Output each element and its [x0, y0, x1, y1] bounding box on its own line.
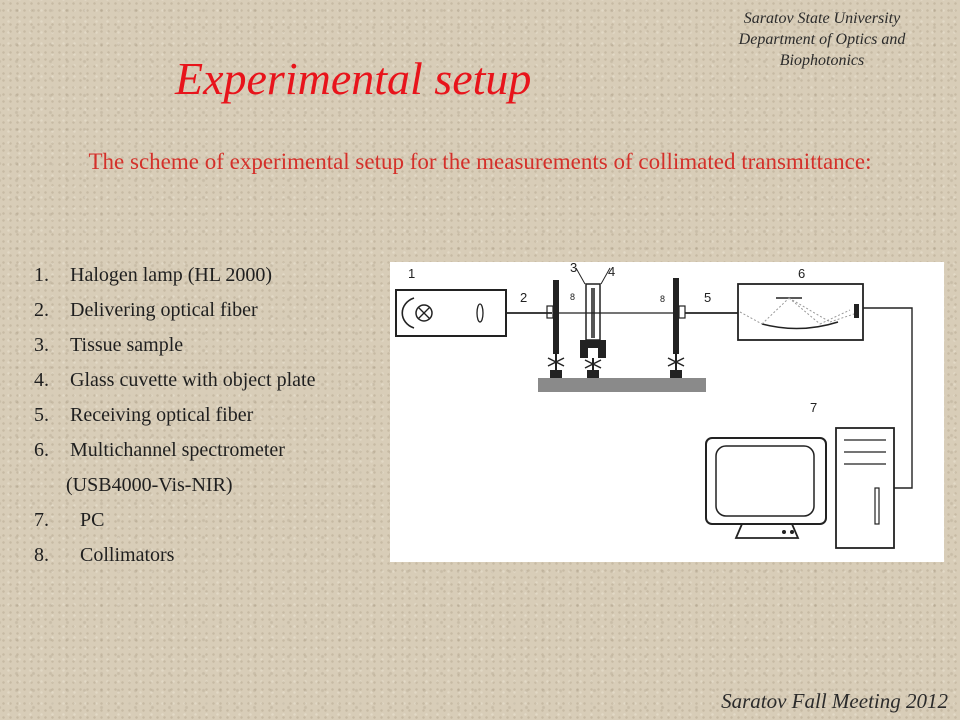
legend-number: 4.	[34, 369, 49, 391]
legend-text: (USB4000-Vis-NIR)	[66, 474, 233, 496]
affiliation-university: Saratov State University	[743, 10, 901, 27]
legend-text: Glass cuvette with object plate	[70, 369, 316, 391]
legend-number: 8.	[34, 544, 49, 566]
legend-number: 5.	[34, 404, 49, 426]
pc-tower	[836, 428, 894, 548]
halogen-lamp	[396, 290, 506, 336]
legend-text: Delivering optical fiber	[70, 299, 258, 321]
legend-item	[30, 332, 375, 358]
affiliation-division: Biophotonics	[779, 52, 865, 69]
legend-text: Receiving optical fiber	[70, 404, 254, 426]
legend-item-continuation	[30, 472, 375, 498]
label-2: 2	[520, 290, 528, 305]
legend-item	[30, 367, 375, 393]
label-8b: 8	[660, 294, 666, 304]
legend-item	[30, 297, 375, 323]
label-7: 7	[810, 400, 818, 415]
legend-item	[30, 437, 375, 463]
slide-subtitle: The scheme of experimental setup for the measurements of collimated transmittance:	[88, 149, 872, 174]
setup-diagram	[390, 262, 944, 562]
legend-number: 6.	[34, 439, 49, 461]
pc-monitor	[706, 438, 826, 538]
legend-number: 1.	[34, 264, 49, 286]
label-6: 6	[798, 266, 806, 281]
legend-text: PC	[80, 509, 105, 531]
label-5: 5	[704, 290, 712, 305]
legend-item	[30, 542, 375, 568]
footer-conference: Saratov Fall Meeting 2012	[721, 689, 948, 713]
legend-number: 2.	[34, 299, 49, 321]
legend-text: Multichannel spectrometer	[70, 439, 285, 461]
collimator-mount-left	[547, 280, 564, 380]
legend-item	[30, 402, 375, 428]
legend-text: Collimators	[80, 544, 175, 566]
legend-text: Tissue sample	[70, 334, 184, 356]
legend-item	[30, 262, 375, 288]
affiliation	[702, 8, 942, 71]
legend-text: Halogen lamp (HL 2000)	[70, 264, 272, 286]
affiliation-department: Department of Optics and	[738, 31, 906, 48]
label-4: 4	[608, 264, 616, 279]
legend-item	[30, 507, 375, 533]
label-3: 3	[570, 262, 578, 275]
cuvette-sample	[576, 268, 610, 380]
slide-title: Experimental setup	[175, 53, 532, 104]
collimator-mount-right	[668, 278, 685, 380]
data-cable	[863, 308, 912, 488]
legend-number: 7.	[34, 509, 49, 531]
legend-number: 3.	[34, 334, 49, 356]
optical-table	[538, 378, 706, 392]
label-8a: 8	[570, 292, 576, 302]
label-1: 1	[408, 266, 416, 281]
spectrometer	[738, 284, 863, 340]
component-legend	[30, 262, 375, 577]
